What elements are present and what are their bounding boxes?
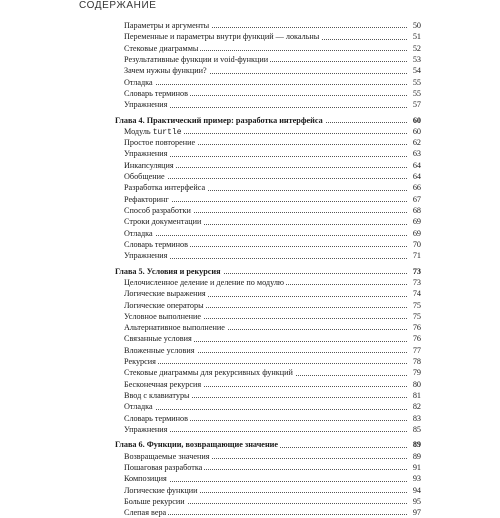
toc-entry-row [124,496,421,507]
toc-entry-row [124,99,421,110]
toc-page-number: 50 [412,21,421,30]
toc-label: Обобщение [124,172,165,182]
toc-entry-row [124,300,421,311]
toc-page-number: 76 [412,334,421,344]
toc-page-number: 75 [412,300,421,310]
toc-entry-row [124,462,421,473]
toc-entry-row [124,88,421,99]
toc-page-number: 62 [412,138,421,148]
toc-label: Упражнения [124,100,168,110]
toc-entry-row [124,148,421,159]
toc-page-number: 85 [412,424,421,434]
toc-label: Отладка [124,77,153,87]
toc-page-number: 95 [412,496,421,506]
toc-entry-row [124,77,421,88]
dot-leader [124,235,407,236]
toc-label: Глава 5. Условия и рекурсия [115,266,221,276]
toc-page-number: 80 [412,379,421,389]
toc-entry-row [124,20,421,31]
toc-entry-row [124,322,421,333]
toc-page-number: 64 [412,172,421,182]
table-of-contents [0,20,500,518]
toc-entry-row [124,160,421,171]
toc-page-number: 73 [412,277,421,287]
toc-page-number: 79 [412,368,421,378]
toc-entry-row [124,311,421,322]
toc-entry-row [124,424,421,435]
toc-label: Упражнения [124,149,168,159]
page-header-title: СОДЕРЖАНИЕ [79,0,157,11]
toc-label: Стековые диаграммы для рекурсивных функций [124,368,293,378]
toc-entry-row [124,205,421,216]
toc-page-number: 97 [412,508,421,518]
toc-entry-row [124,473,421,484]
toc-page-number: 69 [412,217,421,227]
toc-entry-row [124,228,421,239]
toc-label: Строки документации [124,217,202,227]
toc-label: Композиция [124,474,167,484]
toc-page-number: 77 [412,345,421,355]
toc-label: Способ разработки [124,206,191,215]
toc-label: Рекурсия [124,357,156,367]
toc-entry-row [124,182,421,193]
toc-entry-row [124,239,421,250]
toc-label: Упражнения [124,251,168,261]
toc-page-number: 70 [412,239,421,249]
toc-label: Условное выполнение [124,311,201,321]
toc-label: Рефакторинг [124,194,169,204]
toc-page-number: 93 [412,474,421,484]
toc-page-number: 53 [412,54,421,64]
toc-entry-row [124,333,421,344]
toc-page-number: 89 [412,451,421,461]
toc-code-label: turtle [152,127,182,137]
toc-label: Вложенные условия [124,345,195,355]
toc-page-number: 52 [412,43,421,53]
toc-label: Связанные условия [124,334,192,344]
toc-label: Логические операторы [124,300,204,310]
toc-page-number: 89 [412,440,421,450]
toc-page-number: 68 [412,206,421,215]
toc-page-number: 69 [412,228,421,238]
toc-page-number: 55 [412,77,421,87]
toc-label: Логические функции [124,485,198,495]
toc-chapter-row [115,115,421,126]
toc-entry-row [124,216,421,227]
toc-label: Пошаговая разработка [124,462,203,472]
toc-label: Ввод с клавиатуры [124,391,190,400]
toc-label: Разработка интерфейса [124,183,206,193]
toc-page-number: 57 [412,100,421,110]
toc-page-number: 66 [412,183,421,193]
toc-entry-row [124,345,421,356]
toc-label: Переменные и параметры внутри функций — локальны [124,32,320,42]
dot-leader [124,84,407,85]
toc-page-number: 55 [412,88,421,98]
toc-chapter-row [115,266,421,277]
toc-label: Словарь терминов [124,413,188,423]
toc-label: Результативные функции и void-функции [124,54,269,64]
toc-entry-row [124,194,421,205]
toc-entry-row [124,356,421,367]
toc-label: Зачем нужны функции? [124,66,207,76]
toc-page-number: 82 [412,402,421,412]
toc-page-number: 67 [412,194,421,204]
toc-label: Больше рекурсии [124,496,185,506]
toc-entry-row [124,485,421,496]
toc-page-number: 94 [412,485,421,495]
toc-entry-row [124,413,421,424]
toc-page-number: 73 [412,266,421,276]
toc-label: Альтернативное выполнение [124,323,225,333]
toc-entry-row [124,126,421,137]
toc-page-number: 64 [412,160,421,170]
toc-page-number: 54 [412,66,421,76]
toc-label: Слепая вера [124,508,167,518]
toc-entry-row [124,137,421,148]
toc-label: Отладка [124,402,153,412]
toc-label: Глава 4. Практический пример: разработка интерфейса [115,115,323,125]
toc-entry-row [124,451,421,462]
toc-entry-row [124,171,421,182]
dot-leader [124,363,407,364]
toc-page-number: 75 [412,311,421,321]
toc-entry-row [124,390,421,401]
toc-label: Словарь терминов [124,239,188,249]
toc-page-number: 51 [412,32,421,42]
toc-page-number: 83 [412,413,421,423]
toc-label: Словарь терминов [124,88,188,98]
toc-entry-row [124,54,421,65]
toc-label: Стековые диаграммы [124,43,199,53]
toc-entry-row [124,507,421,518]
toc-page-number: 81 [412,391,421,400]
toc-label: Возвращаемые значения [124,451,210,461]
dot-leader [124,409,407,410]
toc-label: Простое повторение [124,138,196,148]
toc-label: Бесконечная рекурсия [124,379,202,389]
toc-page-number: 60 [412,115,421,125]
toc-chapter-row [115,439,421,450]
toc-label: Модуль turtle [124,126,182,137]
toc-page-number: 91 [412,462,421,472]
toc-label: Отладка [124,228,153,238]
toc-entry-row [124,277,421,288]
toc-entry-row [124,288,421,299]
toc-label: Логические выражения [124,289,206,299]
toc-entry-row [124,401,421,412]
toc-entry-row [124,367,421,378]
toc-page-number: 78 [412,357,421,367]
toc-page-number: 76 [412,323,421,333]
toc-entry-row [124,65,421,76]
toc-entry-row [124,31,421,42]
toc-label: Параметры и аргументы [124,21,210,30]
toc-entry-row [124,379,421,390]
toc-entry-row [124,43,421,54]
toc-label: Инкапсуляция [124,160,174,170]
toc-page-number: 74 [412,289,421,299]
toc-label: Целочисленное деление и деление по модулю [124,277,285,287]
toc-page-number: 71 [412,251,421,261]
toc-entry-row [124,250,421,261]
toc-page-number: 63 [412,149,421,159]
toc-label: Упражнения [124,424,168,434]
toc-page-number: 60 [412,126,421,136]
toc-label: Глава 6. Функции, возвращающие значение [115,440,279,450]
